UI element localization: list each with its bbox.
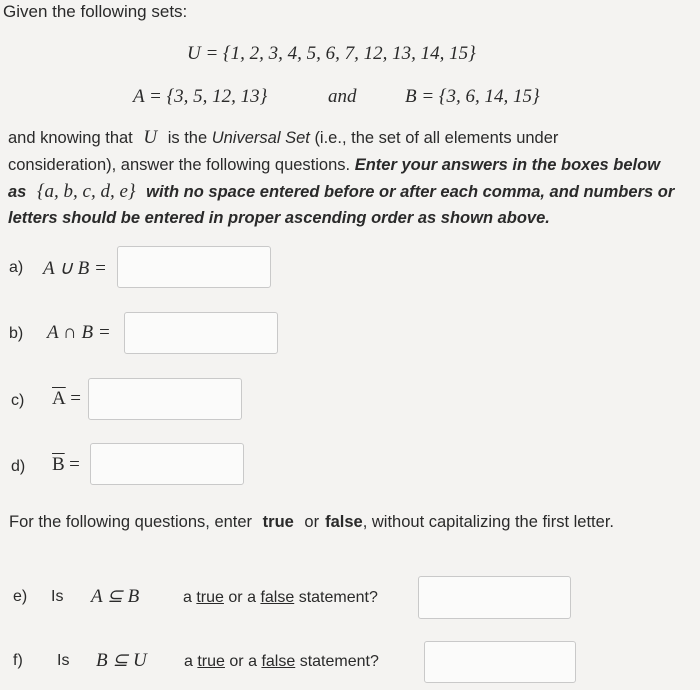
instruction-as: as (8, 183, 27, 201)
instruction-line-3 (8, 181, 674, 203)
answer-box-e[interactable] (418, 576, 571, 619)
complement-a: $\overline{A}$ (52, 388, 66, 409)
true-word: true (262, 513, 294, 531)
question-a-label: a) (9, 259, 24, 276)
true-false-instructions (9, 511, 614, 533)
question-c-expression (52, 388, 81, 410)
or-word: or (228, 589, 243, 606)
statement-word: statement? (298, 589, 378, 606)
answer-box-f[interactable] (424, 641, 576, 683)
answer-box-a[interactable] (117, 246, 271, 288)
question-a-expression: A ∪ B = (43, 258, 107, 279)
answer-box-d[interactable] (90, 443, 244, 485)
false-word: false (325, 513, 363, 531)
and-word: and (328, 86, 357, 107)
instruction-line-1 (8, 127, 558, 149)
set-b-definition: B = {3, 6, 14, 15} (405, 86, 540, 107)
instruction-text: For the following questions, enter (9, 513, 253, 531)
question-b-expression: A ∩ B = (47, 322, 111, 343)
question-c-label: c) (11, 392, 25, 409)
a-word: a (183, 589, 192, 606)
instruction-line-2 (8, 154, 660, 176)
or-word: or (229, 653, 244, 670)
instruction-bold: with no space entered before or after each comma, and numbers or (146, 183, 675, 201)
complement-b: $\overline{B}$ (52, 454, 65, 475)
a-word: a (184, 653, 193, 670)
answer-box-c[interactable] (88, 378, 242, 420)
question-f-label: f) (13, 652, 23, 669)
false-word: false (261, 653, 296, 670)
question-f-expression: B ⊆ U (96, 650, 147, 671)
instruction-text: consideration), answer the following questions. (8, 156, 351, 174)
true-word: true (197, 653, 225, 670)
instruction-bold: Enter your answers in the boxes below (354, 156, 661, 174)
a-word: a (248, 653, 257, 670)
instruction-text: is the (167, 129, 208, 147)
true-word: true (196, 589, 224, 606)
page-heading: Given the following sets: (3, 2, 188, 21)
universal-symbol: U (143, 127, 158, 148)
question-e-prompt (183, 589, 378, 607)
question-b-label: b) (9, 325, 24, 342)
question-d-label: d) (11, 458, 26, 475)
question-e-label: e) (13, 588, 28, 605)
instruction-text: (i.e., the set of all elements under (314, 129, 559, 147)
universal-set-term: Universal Set (211, 129, 310, 147)
or-word: or (304, 513, 320, 531)
false-word: false (260, 589, 295, 606)
set-a-definition: A = {3, 5, 12, 13} (133, 86, 268, 107)
question-d-expression (52, 454, 80, 476)
answer-format-example: {a, b, c, d, e} (36, 181, 136, 202)
instruction-line-4: letters should be entered in proper ascending order as shown above. (8, 209, 550, 227)
question-e-is: Is (51, 588, 64, 605)
statement-word: statement? (299, 653, 379, 670)
question-e-expression: A ⊆ B (91, 586, 140, 607)
question-f-is: Is (57, 652, 70, 669)
answer-box-b[interactable] (124, 312, 278, 354)
universal-set-definition: U = {1, 2, 3, 4, 5, 6, 7, 12, 13, 14, 15} (187, 43, 476, 64)
question-f-prompt (184, 653, 379, 671)
equals-sign: = (70, 388, 81, 409)
instruction-text: , without capitalizing the first letter. (362, 513, 614, 531)
equals-sign: = (69, 454, 80, 475)
a-word: a (247, 589, 256, 606)
instruction-text: and knowing that (8, 129, 133, 147)
